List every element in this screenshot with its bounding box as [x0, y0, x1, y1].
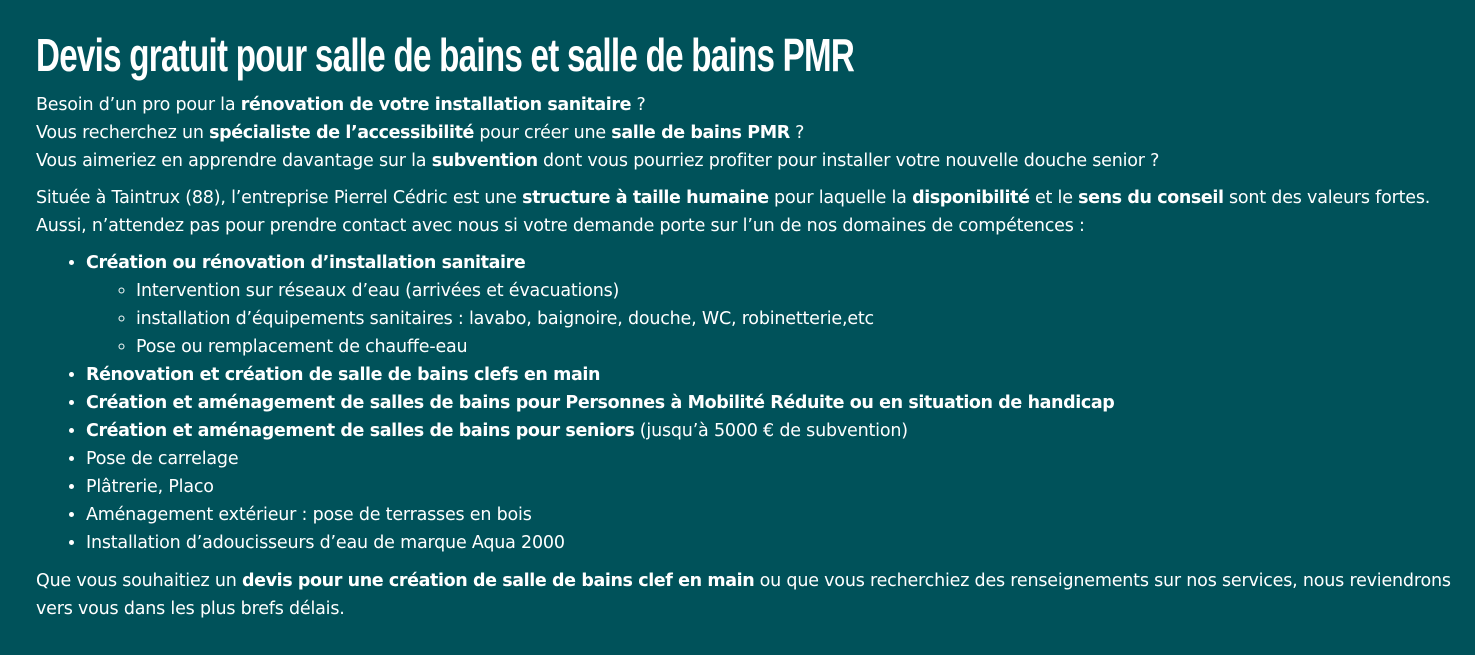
bold-text: Création et aménagement de salles de bains pour seniors	[86, 421, 635, 441]
list-item	[86, 417, 1456, 445]
list-item: • Pose de carrelage	[86, 445, 1456, 473]
bold-text: Création et aménagement de salles de bains pour Personnes à Mobilité Réduite ou en situation de handicap	[86, 393, 1115, 413]
text: Vous aimeriez en apprendre davantage sur la	[36, 151, 432, 171]
bold-text: spécialiste de l’accessibilité	[209, 123, 475, 143]
bold-text: subvention	[431, 151, 538, 171]
intro-line-2	[36, 123, 804, 143]
text: ou que vous recherchiez des renseignements sur nos services, nous reviendrons vers vous dans les plus brefs délais.	[36, 571, 1451, 619]
sub-list-item: ◦ Intervention sur réseaux d’eau (arrivées et évacuations)	[136, 277, 1456, 305]
intro-line-1	[36, 95, 646, 115]
text: Vous recherchez un	[36, 123, 210, 143]
bold-text: devis pour une création de salle de bains clef en main	[242, 571, 755, 591]
list-item	[86, 389, 1456, 417]
sub-list-item: ◦ Pose ou remplacement de chauffe-eau	[136, 333, 1456, 361]
text: ?	[631, 95, 646, 115]
text: pour laquelle la	[768, 188, 913, 208]
page-title: Devis gratuit pour salle de bains et salle de bains PMR	[36, 29, 855, 81]
bold-text: structure à taille humaine	[522, 188, 769, 208]
services-list	[36, 249, 1456, 557]
text: pour créer une	[474, 123, 612, 143]
bold-text: Création ou rénovation d’installation sanitaire	[86, 253, 526, 273]
bold-text: disponibilité	[912, 188, 1030, 208]
bold-text: rénovation de votre installation sanitaire	[240, 95, 632, 115]
bold-text: salle de bains PMR	[611, 123, 790, 143]
text: et le	[1029, 188, 1079, 208]
text: Besoin d’un pro pour la	[36, 95, 241, 115]
list-item	[86, 361, 1456, 389]
sub-list-item: ◦ installation d’équipements sanitaires : lavabo, baignoire, douche, WC, robinetterie,etc	[136, 305, 1456, 333]
list-item	[86, 249, 1456, 361]
bold-text: Rénovation et création de salle de bains clefs en main	[86, 365, 601, 385]
intro-line-3	[36, 151, 1159, 171]
bold-text: sens du conseil	[1078, 188, 1224, 208]
body-text	[36, 91, 1456, 623]
list-item: • Aménagement extérieur : pose de terrasses en bois	[86, 501, 1456, 529]
intro-paragraph	[36, 91, 1456, 175]
text: dont vous pourriez profiter pour installer votre nouvelle douche senior ?	[537, 151, 1160, 171]
closing-paragraph	[36, 567, 1456, 623]
sub-list	[86, 277, 1456, 361]
text: Que vous souhaitiez un	[36, 571, 243, 591]
list-item: • Installation d’adoucisseurs d’eau de marque Aqua 2000	[86, 529, 1456, 557]
company-paragraph	[36, 184, 1456, 240]
text: (jusqu’à 5000 € de subvention)	[634, 421, 908, 441]
text: ?	[789, 123, 805, 143]
list-item: • Plâtrerie, Placo	[86, 473, 1456, 501]
text: Située à Taintrux (88), l’entreprise Pierrel Cédric est une	[36, 188, 523, 208]
text: sont des valeurs fortes. Aussi, n’attendez pas pour prendre contact avec nous si votre demande porte sur l’un de nos domaines de compétences :	[36, 188, 1431, 236]
